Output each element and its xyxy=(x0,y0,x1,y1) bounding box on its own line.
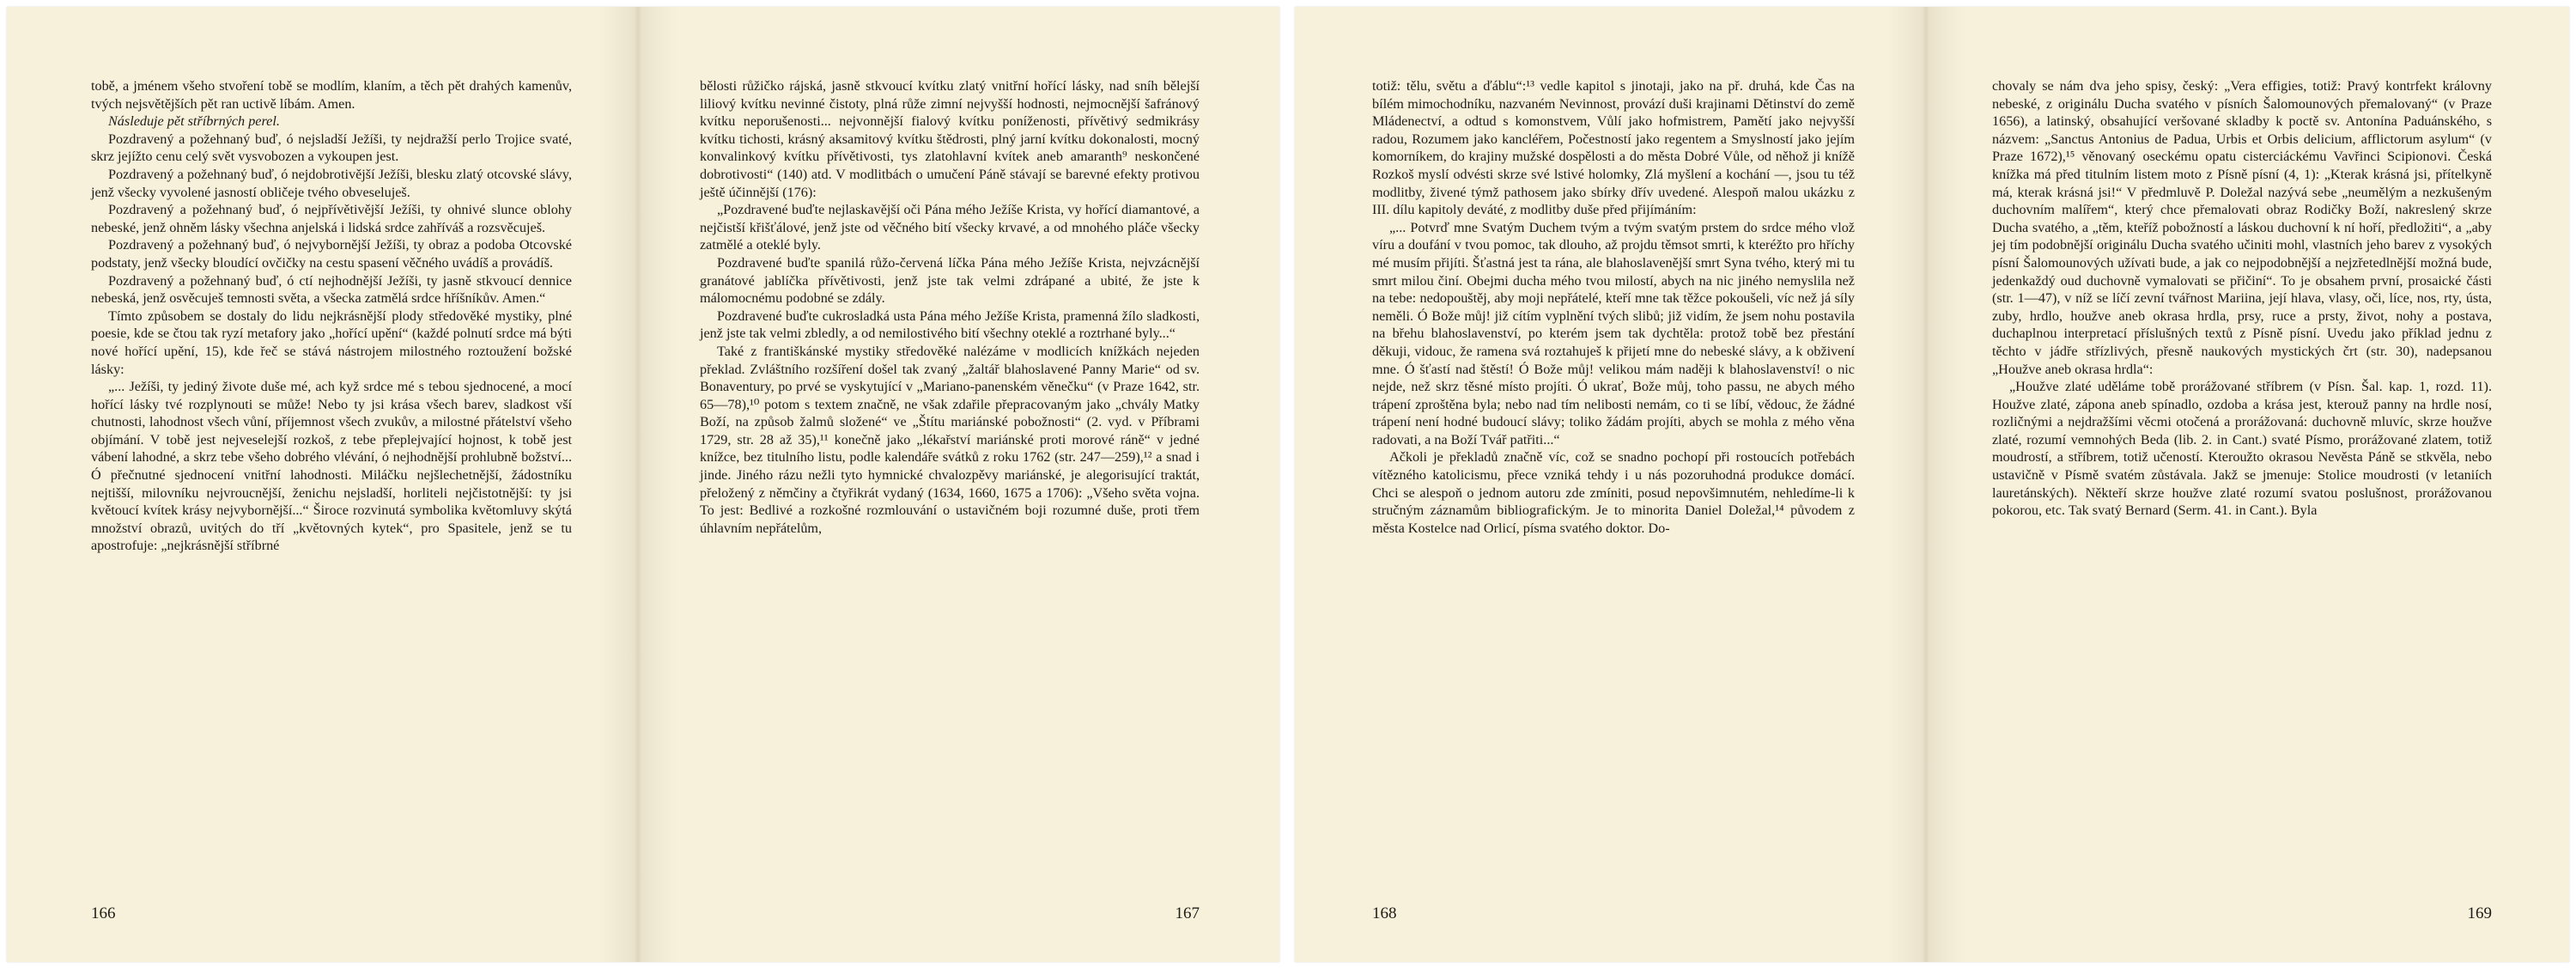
paragraph: tobě, a jménem všeho stvoření tobě se modlím, klaním, a těch pět drahých kamenův, tvých nejsvětějších pět ran uctivě líbám. Amen. xyxy=(91,78,572,112)
paragraph: „Pozdravené buďte nejlaskavější oči Pána mého Ježíše Krista, vy hořící diamantové, a nejčistší křišťálové, jenž jste od věčného bití všecky krvavé, a od mnohého pláče všecky zatmělé a oteklé byly. xyxy=(700,202,1200,253)
page-number: 167 xyxy=(1175,904,1200,922)
paragraph: Tímto způsobem se dostaly do lidu nejkrásnější plody středověké mystiky, plné poesie, kde se čtou tak ryzí metafory jako „hořící upění“ (každé polnutí srdce má býti nové hořící upění, 15), kde řeč se stává nástrojem milostného roztoužení božské lásky: xyxy=(91,307,572,377)
page-text xyxy=(700,77,1200,537)
paragraph: Pozdravený a požehnaný buď, ó nejpřívětivější Ježíši, ty ohnivé slunce oblohy nebeské, jenž ohněm lásky všechna anjelská i lidská srdce zahříváš a rozsvěcuješ. xyxy=(91,202,572,235)
page-number: 168 xyxy=(1372,904,1397,922)
page-number: 169 xyxy=(2467,904,2492,922)
book-spread-left xyxy=(7,7,1279,962)
gutter-shadow xyxy=(599,7,677,962)
paragraph: Následuje pět stříbrných perel. xyxy=(108,113,280,130)
page-166 xyxy=(91,7,572,962)
paragraph: Pozdravený a požehnaný buď, ó nejsladší Ježíši, ty nejdražší perlo Trojice svaté, skrz jejížto cenu celý svět vysvobozen a vykoupen jest. xyxy=(91,131,572,165)
paragraph: bělosti růžičko rájská, jasně stkvoucí kvítku zlatý vnitřní hořící lásky, nad sníh bělejší liliový kvítku nevinné čistoty, plná růže zimní nejvyšší hodnosti, nejmocnější šafránový kvítku neporušenosti... nejvonnější fialový kvítku poníženosti, přívětivý sedmikrásy kvítku tichosti, krásný aksamitový kvítku štědrosti, plný jarní kvítku dokonalosti, mocný konvalinkový kvítku přívětivosti, tys zlatohlavní kvítek aneb amaranth⁹ neskončené dobrotivosti“ (140) atd. V modlitbách o umučení Páně stávají se barevné efekty protivou ještě účinnější (176): xyxy=(700,78,1200,200)
paragraph: Pozdravený a požehnaný buď, ó nejdobrotivější Ježíši, blesku zlatý otcovské slávy, jenž všecky vyvolené jasností obličeje tvého obveseluješ. xyxy=(91,166,572,200)
page-number: 166 xyxy=(91,904,116,922)
paragraph: „Houžve zlaté uděláme tobě prorážované stříbrem (v Písn. Šal. kap. 1, rozd. 11). Houžve zlaté, zápona aneb spínadlo, ozdoba a krása jest, kterouž panny na hrdle nosí, rozličnými a nejdražšími věcmi otočená a prorážovaná: duchovně mluvíc, skrze houžve zlaté, rozumí vemnohých Beda (lib. 2. in Cant.) svaté Písmo, prorážované zlatem, totiž moudrostí, a stříbrem, totiž učeností. Kteroužto okrasou Nevěsta Páně se stkvěla, nebo ustavičně v Písmě svatém zůstávala. Jakž se jmenuje: Stolice moudrosti (v letaniích lauretánských). Někteří skrze houžve zlaté rozumí svatou poslušnost, prorážovanou pokorou, etc. Tak svatý Bernard (Serm. 41. in Cant.). Byla xyxy=(1992,379,2492,519)
paragraph: totiž: tělu, světu a ďáblu“:¹³ vedle kapitol s jinotaji, jako na př. druhá, kde Čas na bílém mimochodníku, nazvaném Nevinnost, provází duši krajinami Dětinství do země Mládenectví, a odtud s komonstvem, Vůlí jako hofmistrem, Pamětí jako nejvyšší radou, Rozumem jako kancléřem, Počestností jako regentem a Smyslností jako jejím komorníkem, do krajiny mužské dospělosti a do města Dobré Vůle, od něhož ji knížě Rozkoš myslí odvésti skrze své lstivé holomky, Zlá myšlení a kochání —, jsou tu též modlitby, živené týmž pathosem jako sbírky dřív uvedené. Alespoň malou ukázku z III. dílu kapitoly deváté, z modlitby duše před přijímáním: xyxy=(1372,78,1855,218)
page-167 xyxy=(700,7,1200,962)
paragraph: chovaly se nám dva jeho spisy, český: „Vera effigies, totiž: Pravý kontrfekt královny nebeské, z originálu Ducha svatého v písních Šalomounových přemalovaný“ (v Praze 1656), a latinský, obsahující veršované skladby k poctě sv. Antonína Paduánského, s názvem: „Sanctus Antonius de Padua, Urbis et Orbis delicium, afflictorum asylum“ (v Praze 1672),¹⁵ věnovaný oseckému opatu cisterciáckému Vavřinci Scipionovi. Česká knížka má před titulním listem moto z Písně písní (4, 1): „Kterak krásná jsi, přítelkyně má, kterak krásná jsi!“ V předmluvě P. Doležal nazývá sebe „neumělým a nezkušeným duchovním malířem“, který chce přemalovati obraz Rodičky Boží, nakreslený skrze Ducha svatého, a „těm, kteříž pobožností a láskou duchovní k ní hoří, předložiti“, a „aby jej tím podobnější originálu Ducha svatého učiniti mohl, vlastních jeho barev z vysokých písní Šalomounových užívati bude, a jak co nejpodobnější a nejzřetedlnější možná bude, jedenkaždý oud duchovně vymalovati se přičiní“. To je obsahem první, prosaické části (str. 1—47), v níž se líčí zevní tvářnost Mariina, její hlava, vlasy, oči, líce, nos, rty, ústa, zuby, hrdlo, houžve aneb okrasa hrdla, prsy, ruce a prsty, život, nohy a postava, duchaplnou interpretací příslušných textů z Písně písní. Uvedu jako příklad jednu z těchto v jádře střízlivých, přesně naukových mystických črt (str. 30), nadepsanou „Houžve aneb okrasa hrdla“: xyxy=(1992,78,2492,377)
page-text xyxy=(1372,77,1855,537)
paragraph: Také z františkánské mystiky středověké nalézáme v modlicích knížkách nejeden překlad. Zvláštního rozšíření došel tak zvaný „žaltář blahoslavené Panny Marie“ od sv. Bonaventury, po prvé se vyskytující v „Mariano-panenském věnečku“ (v Praze 1642, str. 65—78),¹⁰ potom s textem značně, ne však zdařile přepracovaným jako „chvály Matky Boží, na způsob žalmů složené“ ve „Štítu mariánské pobožnosti“ (2. vyd. v Příbrami 1729, str. 28 až 35),¹¹ konečně jako „lékařství mariánské proti morové ráně“ v jedné knížce, bez titulního listu, podle kalendáře svátků z roku 1762 (str. 247—259),¹² a snad i jinde. Jiného rázu nežli tyto hymnické chvalozpěvy mariánské, je alegorisující traktát, přeložený z němčiny a čtyřikrát vydaný (1634, 1660, 1675 a 1706): „Všeho světa vojna. To jest: Bedlivé a rozkošné rozmlouvání o ustavičném boji rozumné duše, proti třem úhlavním nepřátelům, xyxy=(700,343,1200,536)
gutter-shadow xyxy=(1887,7,1965,962)
paragraph: Pozdravený a požehnaný buď, ó ctí nejhodnější Ježíši, ty jasně stkvoucí dennice nebeská, jenž osvěcuješ temnosti světa, a všecka zatmělá srdce hříšníkův. Amen.“ xyxy=(91,272,572,307)
paragraph: „... Ježíši, ty jediný živote duše mé, ach kyž srdce mé s tebou sjednocené, a mocí hořící lásky tvé rozplynouti se může! Nebo ty jsi krása všech barev, sladkost vší chutnosti, lahodnost všech vůní, příjemnost všech zvukův, a milostné přátelství všeho objímání. V tobě jest nejveselejší rozkoš, z tebe přeplejvající hojnost, k tobě jest vábení lahodné, a skrz tebe všeho dobrého vlévání, ó nejhodnější prohlubně božství... Ó přečnutné sjednocení vnitřní lahodnosti. Miláčku nejšlechetnější, žádostníku nejtišší, milovníku nejvroucnější, ženichu nejsladší, horliteli nejčistotnější: ty jsi květoucí kvítek krásy nejvybornější...“ Široce rozvinutá symbolika květomluvy skýtá množství obrazů, uvitých do tří „květovných kytek“, pro Spasitele, jenž se tu apostrofuje: „nejkrásnější stříbrné xyxy=(91,379,572,554)
page-text xyxy=(1992,77,2492,520)
page-168 xyxy=(1372,7,1855,962)
paragraph: Ačkoli je překladů značně víc, což se snadno pochopí při rostoucích potřebách vítězného katolicismu, přece vzniká tehdy i u nás pozoruhodná produkce domácí. Chci se alespoň o jednom autoru zde zmíniti, posud nepovšimnutém, nehledíme-li k stručným záznamům bibliografickým. Je to minorita Daniel Doležal,¹⁴ původem z města Kostelce nad Orlicí, písma svatého doktor. Do- xyxy=(1372,449,1855,536)
page-169 xyxy=(1992,7,2492,962)
paragraph: Pozdravené buďte spanilá růžo-červená líčka Pána mého Ježíše Krista, nejvzácnější granátové jablíčka přívětivosti, jenž jste tak velmi zdrápané a ubité, že jste k málomocnému podobné se zdály. xyxy=(700,254,1200,307)
book-spread-right xyxy=(1295,7,2569,962)
page-text xyxy=(91,77,572,555)
paragraph: Pozdravené buďte cukrosladká usta Pána mého Ježíše Krista, pramenná žílo sladkosti, jenž jste tak velmi zbledly, a od nemilostivého bití všechny oteklé a roztrhané byly...“ xyxy=(700,307,1200,342)
paragraph: Pozdravený a požehnaný buď, ó nejvybornější Ježíši, ty obraz a podoba Otcovské podstaty, jenž všecky bloudící ovčičky na cestu spasení věčného uvádíš a provádíš. xyxy=(91,237,572,271)
paragraph: „... Potvrď mne Svatým Duchem tvým a tvým svatým prstem do srdce mého vlož víru a doufání v tvou pomoc, tak dlouho, až projdu těmsot smrti, k kteréžto pro hříchy mé musím přijíti. Šťastná jest ta rána, ale blahoslavenější smrt Syna tvého, který mi tu smrt milou činí. Obejmi ducha mého tvou milostí, abych na nic jiného nemyslila než na tebe: nedopouštěj, aby moji nepřátelé, kteří mne tak těžce pokoušeli, víc než já síly neměli. Ó Bože můj! již cítím vyplnění tvých slibů; již vidím, že jsem nohu postavila na břehu blahoslavenství, po kterém jsem tak dychtěla: protož tobě bez přestání děkuji, vidouc, že ramena svá roztahuješ k přijetí mne do nebeské slávy, a k obživení mne. Ó šťastí nad štěstí! Ó Bože můj! velikou mám naději k blahoslavenství! o nic nejde, než skrz těsné místo projíti. Ó ukrať, Bože můj, toho passu, ne abych mého trápení zproštěna byla; nebo nad tím nelibosti nemám, co ti se líbí, vědouc, že žádné trápení není hodné budoucí slávy; toliko žádám projíti, abych se mohla z mého věna radovati, a na Boží Tvář patřiti...“ xyxy=(1372,219,1855,447)
